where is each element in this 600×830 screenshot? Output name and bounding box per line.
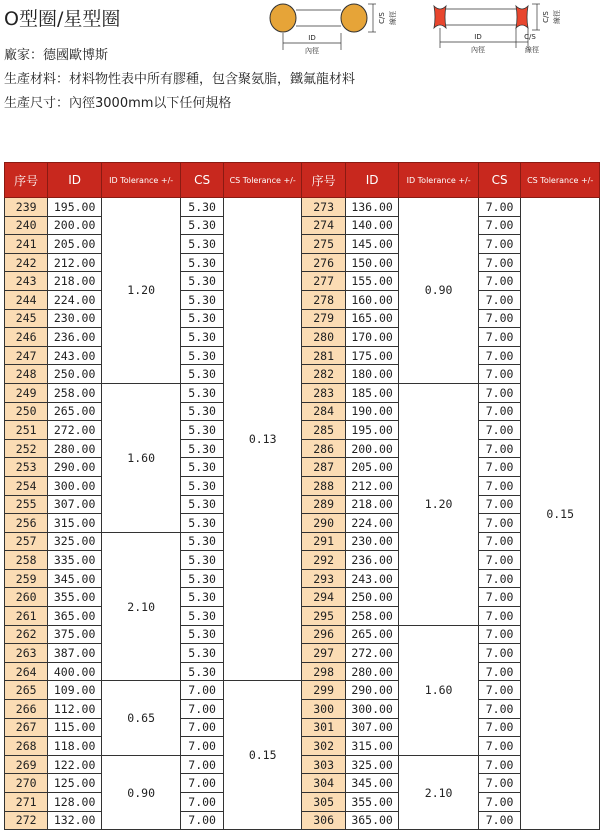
table-row bbox=[5, 235, 600, 254]
no-cell: 274 bbox=[302, 216, 345, 235]
id-cell: 315.00 bbox=[345, 737, 399, 756]
no-cell: 272 bbox=[5, 811, 48, 830]
cs-tolerance-cell: 0.15 bbox=[521, 198, 600, 830]
no-cell: 285 bbox=[302, 421, 345, 440]
id-tolerance-cell: 2.10 bbox=[399, 755, 478, 829]
no-cell: 305 bbox=[302, 793, 345, 812]
table-row bbox=[5, 198, 600, 217]
no-cell: 240 bbox=[5, 216, 48, 235]
cs-cell: 5.30 bbox=[181, 588, 224, 607]
id-cell: 375.00 bbox=[48, 625, 102, 644]
oring-id-cn: 內徑 bbox=[305, 47, 319, 55]
no-cell: 302 bbox=[302, 737, 345, 756]
id-cell: 258.00 bbox=[48, 383, 102, 402]
cs-cell: 5.30 bbox=[181, 346, 224, 365]
no-cell: 304 bbox=[302, 774, 345, 793]
no-cell: 295 bbox=[302, 607, 345, 626]
cs-cell: 5.30 bbox=[181, 458, 224, 477]
xring-cs-label: C/S bbox=[542, 11, 550, 23]
cs-cell: 7.00 bbox=[478, 402, 521, 421]
id-cell: 365.00 bbox=[48, 607, 102, 626]
cs-cell: 5.30 bbox=[181, 235, 224, 254]
oring-section-right bbox=[341, 4, 367, 32]
material-line: 生產材料：材料物性表中所有膠種，包含聚氨脂，鐵氟龍材料 bbox=[4, 72, 356, 87]
table-row bbox=[5, 439, 600, 458]
cs-cell: 7.00 bbox=[478, 346, 521, 365]
no-cell: 269 bbox=[5, 755, 48, 774]
table-row bbox=[5, 644, 600, 663]
id-cell: 200.00 bbox=[48, 216, 102, 235]
oring-section-left bbox=[270, 4, 296, 32]
no-cell: 243 bbox=[5, 272, 48, 291]
table-row bbox=[5, 365, 600, 384]
table-row bbox=[5, 737, 600, 756]
cs-tolerance-cell: 0.15 bbox=[223, 681, 302, 830]
id-tolerance-cell: 0.90 bbox=[399, 198, 478, 384]
id-cell: 170.00 bbox=[345, 328, 399, 347]
cs-cell: 7.00 bbox=[478, 681, 521, 700]
id-cell: 160.00 bbox=[345, 290, 399, 309]
no-cell: 266 bbox=[5, 700, 48, 719]
no-cell: 245 bbox=[5, 309, 48, 328]
cs-cell: 5.30 bbox=[181, 216, 224, 235]
header-id-left: ID bbox=[48, 163, 102, 198]
cs-cell: 7.00 bbox=[478, 235, 521, 254]
table-row bbox=[5, 216, 600, 235]
id-cell: 115.00 bbox=[48, 718, 102, 737]
cs-cell: 7.00 bbox=[478, 551, 521, 570]
no-cell: 249 bbox=[5, 383, 48, 402]
oring-cs-label: C/S bbox=[378, 12, 386, 24]
no-cell: 292 bbox=[302, 551, 345, 570]
cs-cell: 5.30 bbox=[181, 495, 224, 514]
no-cell: 251 bbox=[5, 421, 48, 440]
id-cell: 165.00 bbox=[345, 309, 399, 328]
id-cell: 218.00 bbox=[345, 495, 399, 514]
no-cell: 303 bbox=[302, 755, 345, 774]
id-cell: 218.00 bbox=[48, 272, 102, 291]
no-cell: 261 bbox=[5, 607, 48, 626]
cs-cell: 7.00 bbox=[478, 644, 521, 663]
cs-cell: 5.30 bbox=[181, 290, 224, 309]
id-cell: 205.00 bbox=[48, 235, 102, 254]
id-cell: 190.00 bbox=[345, 402, 399, 421]
no-cell: 278 bbox=[302, 290, 345, 309]
header-id-tol-right: ID Tolerance +/- bbox=[399, 163, 478, 198]
cs-cell: 7.00 bbox=[478, 328, 521, 347]
no-cell: 281 bbox=[302, 346, 345, 365]
size-line: 生產尺寸：內徑3000mm以下任何規格 bbox=[4, 96, 232, 111]
table-row bbox=[5, 383, 600, 402]
no-cell: 250 bbox=[5, 402, 48, 421]
table-row bbox=[5, 458, 600, 477]
no-cell: 273 bbox=[302, 198, 345, 217]
xring-cs-bottom-cn: 線徑 bbox=[525, 46, 539, 54]
cs-cell: 5.30 bbox=[181, 644, 224, 663]
cs-cell: 7.00 bbox=[478, 253, 521, 272]
id-cell: 243.00 bbox=[48, 346, 102, 365]
table-body bbox=[5, 198, 600, 830]
header-no-left: 序号 bbox=[5, 163, 48, 198]
table-row bbox=[5, 718, 600, 737]
cs-cell: 5.30 bbox=[181, 383, 224, 402]
table-row bbox=[5, 755, 600, 774]
cs-cell: 7.00 bbox=[478, 421, 521, 440]
cs-cell: 5.30 bbox=[181, 309, 224, 328]
cs-cell: 7.00 bbox=[478, 532, 521, 551]
no-cell: 288 bbox=[302, 476, 345, 495]
xring-cs-cn: 線徑 bbox=[553, 10, 561, 24]
id-cell: 265.00 bbox=[48, 402, 102, 421]
cs-cell: 7.00 bbox=[478, 569, 521, 588]
xring-id-cn: 內徑 bbox=[471, 46, 485, 54]
cs-cell: 7.00 bbox=[478, 458, 521, 477]
no-cell: 277 bbox=[302, 272, 345, 291]
no-cell: 282 bbox=[302, 365, 345, 384]
no-cell: 254 bbox=[5, 476, 48, 495]
id-cell: 300.00 bbox=[345, 700, 399, 719]
no-cell: 294 bbox=[302, 588, 345, 607]
id-cell: 236.00 bbox=[345, 551, 399, 570]
id-cell: 224.00 bbox=[48, 290, 102, 309]
no-cell: 283 bbox=[302, 383, 345, 402]
id-cell: 325.00 bbox=[48, 532, 102, 551]
no-cell: 264 bbox=[5, 662, 48, 681]
id-cell: 307.00 bbox=[48, 495, 102, 514]
cs-cell: 7.00 bbox=[181, 811, 224, 830]
id-cell: 118.00 bbox=[48, 737, 102, 756]
no-cell: 279 bbox=[302, 309, 345, 328]
table-row bbox=[5, 476, 600, 495]
cs-cell: 5.30 bbox=[181, 253, 224, 272]
no-cell: 284 bbox=[302, 402, 345, 421]
table-row bbox=[5, 532, 600, 551]
id-cell: 250.00 bbox=[48, 365, 102, 384]
id-tolerance-cell: 1.60 bbox=[101, 383, 180, 532]
no-cell: 297 bbox=[302, 644, 345, 663]
cs-cell: 5.30 bbox=[181, 198, 224, 217]
cs-cell: 7.00 bbox=[478, 755, 521, 774]
id-tolerance-cell: 0.65 bbox=[101, 681, 180, 755]
id-cell: 387.00 bbox=[48, 644, 102, 663]
xring-section-left bbox=[434, 6, 446, 28]
id-cell: 335.00 bbox=[48, 551, 102, 570]
cs-cell: 7.00 bbox=[478, 700, 521, 719]
id-cell: 230.00 bbox=[345, 532, 399, 551]
no-cell: 265 bbox=[5, 681, 48, 700]
table-row bbox=[5, 514, 600, 533]
id-cell: 243.00 bbox=[345, 569, 399, 588]
cs-cell: 5.30 bbox=[181, 439, 224, 458]
table-row bbox=[5, 774, 600, 793]
xring-diagram bbox=[420, 0, 595, 60]
cs-cell: 7.00 bbox=[181, 755, 224, 774]
id-cell: 307.00 bbox=[345, 718, 399, 737]
id-cell: 290.00 bbox=[345, 681, 399, 700]
id-tolerance-cell: 1.20 bbox=[399, 383, 478, 625]
id-cell: 125.00 bbox=[48, 774, 102, 793]
table-row bbox=[5, 272, 600, 291]
id-cell: 212.00 bbox=[345, 476, 399, 495]
cs-cell: 7.00 bbox=[478, 476, 521, 495]
table-row bbox=[5, 290, 600, 309]
id-tolerance-cell: 1.60 bbox=[399, 625, 478, 755]
header-cs-right: CS bbox=[478, 163, 521, 198]
header-cs-left: CS bbox=[181, 163, 224, 198]
table-row bbox=[5, 793, 600, 812]
cs-cell: 5.30 bbox=[181, 625, 224, 644]
id-cell: 265.00 bbox=[345, 625, 399, 644]
id-cell: 128.00 bbox=[48, 793, 102, 812]
no-cell: 258 bbox=[5, 551, 48, 570]
id-cell: 136.00 bbox=[345, 198, 399, 217]
table-row bbox=[5, 681, 600, 700]
no-cell: 291 bbox=[302, 532, 345, 551]
no-cell: 296 bbox=[302, 625, 345, 644]
cs-cell: 5.30 bbox=[181, 402, 224, 421]
no-cell: 267 bbox=[5, 718, 48, 737]
table-row bbox=[5, 569, 600, 588]
no-cell: 306 bbox=[302, 811, 345, 830]
no-cell: 248 bbox=[5, 365, 48, 384]
id-cell: 272.00 bbox=[345, 644, 399, 663]
cs-cell: 7.00 bbox=[478, 365, 521, 384]
table-row bbox=[5, 607, 600, 626]
no-cell: 276 bbox=[302, 253, 345, 272]
table-row bbox=[5, 625, 600, 644]
id-cell: 122.00 bbox=[48, 755, 102, 774]
no-cell: 241 bbox=[5, 235, 48, 254]
id-cell: 355.00 bbox=[345, 793, 399, 812]
table-row bbox=[5, 346, 600, 365]
id-cell: 400.00 bbox=[48, 662, 102, 681]
header-cs-tol-left: CS Tolerance +/- bbox=[223, 163, 302, 198]
cs-cell: 7.00 bbox=[478, 383, 521, 402]
no-cell: 301 bbox=[302, 718, 345, 737]
table-row bbox=[5, 328, 600, 347]
cs-cell: 7.00 bbox=[181, 737, 224, 756]
no-cell: 255 bbox=[5, 495, 48, 514]
no-cell: 270 bbox=[5, 774, 48, 793]
cs-cell: 7.00 bbox=[478, 718, 521, 737]
table-row bbox=[5, 421, 600, 440]
id-cell: 345.00 bbox=[48, 569, 102, 588]
cs-cell: 7.00 bbox=[478, 625, 521, 644]
table-row bbox=[5, 551, 600, 570]
cs-cell: 5.30 bbox=[181, 421, 224, 440]
table-row bbox=[5, 253, 600, 272]
header-cs-tol-right: CS Tolerance +/- bbox=[521, 163, 600, 198]
cs-cell: 7.00 bbox=[181, 793, 224, 812]
no-cell: 287 bbox=[302, 458, 345, 477]
cs-cell: 7.00 bbox=[478, 737, 521, 756]
no-cell: 289 bbox=[302, 495, 345, 514]
header-no-right: 序号 bbox=[302, 163, 345, 198]
table-row bbox=[5, 402, 600, 421]
no-cell: 275 bbox=[302, 235, 345, 254]
id-cell: 205.00 bbox=[345, 458, 399, 477]
cs-cell: 7.00 bbox=[478, 662, 521, 681]
cs-cell: 5.30 bbox=[181, 532, 224, 551]
id-cell: 200.00 bbox=[345, 439, 399, 458]
no-cell: 271 bbox=[5, 793, 48, 812]
id-cell: 195.00 bbox=[345, 421, 399, 440]
cs-cell: 7.00 bbox=[478, 309, 521, 328]
spec-table bbox=[4, 162, 600, 830]
cs-cell: 7.00 bbox=[478, 495, 521, 514]
id-cell: 112.00 bbox=[48, 700, 102, 719]
table-row bbox=[5, 588, 600, 607]
no-cell: 246 bbox=[5, 328, 48, 347]
page-title: O型圈/星型圈 bbox=[4, 8, 121, 30]
id-cell: 224.00 bbox=[345, 514, 399, 533]
header-id-right: ID bbox=[345, 163, 399, 198]
id-cell: 236.00 bbox=[48, 328, 102, 347]
cs-cell: 7.00 bbox=[478, 216, 521, 235]
no-cell: 262 bbox=[5, 625, 48, 644]
cs-cell: 7.00 bbox=[478, 588, 521, 607]
no-cell: 253 bbox=[5, 458, 48, 477]
cs-cell: 5.30 bbox=[181, 476, 224, 495]
id-tolerance-cell: 1.20 bbox=[101, 198, 180, 384]
oring-id-label: ID bbox=[308, 34, 316, 42]
table-header-row bbox=[5, 163, 600, 198]
id-tolerance-cell: 0.90 bbox=[101, 755, 180, 829]
cs-cell: 7.00 bbox=[478, 811, 521, 830]
no-cell: 263 bbox=[5, 644, 48, 663]
cs-cell: 5.30 bbox=[181, 607, 224, 626]
id-cell: 325.00 bbox=[345, 755, 399, 774]
no-cell: 299 bbox=[302, 681, 345, 700]
brand-line: 廠家：德國歐博斯 bbox=[4, 48, 109, 63]
cs-cell: 7.00 bbox=[478, 290, 521, 309]
id-tolerance-cell: 2.10 bbox=[101, 532, 180, 681]
id-cell: 345.00 bbox=[345, 774, 399, 793]
id-cell: 315.00 bbox=[48, 514, 102, 533]
cs-cell: 7.00 bbox=[478, 774, 521, 793]
xring-section-right bbox=[516, 6, 528, 28]
id-cell: 212.00 bbox=[48, 253, 102, 272]
id-cell: 140.00 bbox=[345, 216, 399, 235]
id-cell: 290.00 bbox=[48, 458, 102, 477]
cs-cell: 7.00 bbox=[181, 774, 224, 793]
no-cell: 290 bbox=[302, 514, 345, 533]
id-cell: 155.00 bbox=[345, 272, 399, 291]
cs-cell: 7.00 bbox=[181, 700, 224, 719]
table-row bbox=[5, 662, 600, 681]
id-cell: 175.00 bbox=[345, 346, 399, 365]
cs-cell: 7.00 bbox=[478, 793, 521, 812]
id-cell: 195.00 bbox=[48, 198, 102, 217]
id-cell: 132.00 bbox=[48, 811, 102, 830]
xring-id-label: ID bbox=[474, 33, 482, 41]
no-cell: 260 bbox=[5, 588, 48, 607]
no-cell: 286 bbox=[302, 439, 345, 458]
id-cell: 280.00 bbox=[345, 662, 399, 681]
no-cell: 293 bbox=[302, 569, 345, 588]
id-cell: 250.00 bbox=[345, 588, 399, 607]
cs-cell: 7.00 bbox=[478, 198, 521, 217]
id-cell: 180.00 bbox=[345, 365, 399, 384]
id-cell: 230.00 bbox=[48, 309, 102, 328]
cs-cell: 7.00 bbox=[478, 607, 521, 626]
cs-cell: 5.30 bbox=[181, 328, 224, 347]
no-cell: 244 bbox=[5, 290, 48, 309]
no-cell: 259 bbox=[5, 569, 48, 588]
cs-cell: 7.00 bbox=[181, 718, 224, 737]
id-cell: 185.00 bbox=[345, 383, 399, 402]
id-cell: 355.00 bbox=[48, 588, 102, 607]
no-cell: 247 bbox=[5, 346, 48, 365]
header-id-tol-left: ID Tolerance +/- bbox=[101, 163, 180, 198]
oring-cs-cn: 線徑 bbox=[389, 11, 397, 25]
id-cell: 272.00 bbox=[48, 421, 102, 440]
table-row bbox=[5, 309, 600, 328]
table-row bbox=[5, 495, 600, 514]
no-cell: 280 bbox=[302, 328, 345, 347]
id-cell: 280.00 bbox=[48, 439, 102, 458]
no-cell: 239 bbox=[5, 198, 48, 217]
cs-cell: 7.00 bbox=[478, 439, 521, 458]
oring-diagram bbox=[248, 0, 418, 60]
table-row bbox=[5, 700, 600, 719]
no-cell: 242 bbox=[5, 253, 48, 272]
xring-cs-bottom-label: C/S bbox=[524, 33, 536, 41]
id-cell: 145.00 bbox=[345, 235, 399, 254]
no-cell: 257 bbox=[5, 532, 48, 551]
cs-cell: 7.00 bbox=[181, 681, 224, 700]
no-cell: 268 bbox=[5, 737, 48, 756]
id-cell: 109.00 bbox=[48, 681, 102, 700]
cs-cell: 5.30 bbox=[181, 514, 224, 533]
cs-cell: 7.00 bbox=[478, 514, 521, 533]
cs-cell: 5.30 bbox=[181, 551, 224, 570]
cs-cell: 5.30 bbox=[181, 365, 224, 384]
cs-cell: 5.30 bbox=[181, 569, 224, 588]
id-cell: 300.00 bbox=[48, 476, 102, 495]
cs-cell: 7.00 bbox=[478, 272, 521, 291]
cs-cell: 5.30 bbox=[181, 662, 224, 681]
no-cell: 252 bbox=[5, 439, 48, 458]
no-cell: 256 bbox=[5, 514, 48, 533]
no-cell: 300 bbox=[302, 700, 345, 719]
cs-tolerance-cell: 0.13 bbox=[223, 198, 302, 681]
id-cell: 258.00 bbox=[345, 607, 399, 626]
no-cell: 298 bbox=[302, 662, 345, 681]
cs-cell: 5.30 bbox=[181, 272, 224, 291]
id-cell: 150.00 bbox=[345, 253, 399, 272]
id-cell: 365.00 bbox=[345, 811, 399, 830]
